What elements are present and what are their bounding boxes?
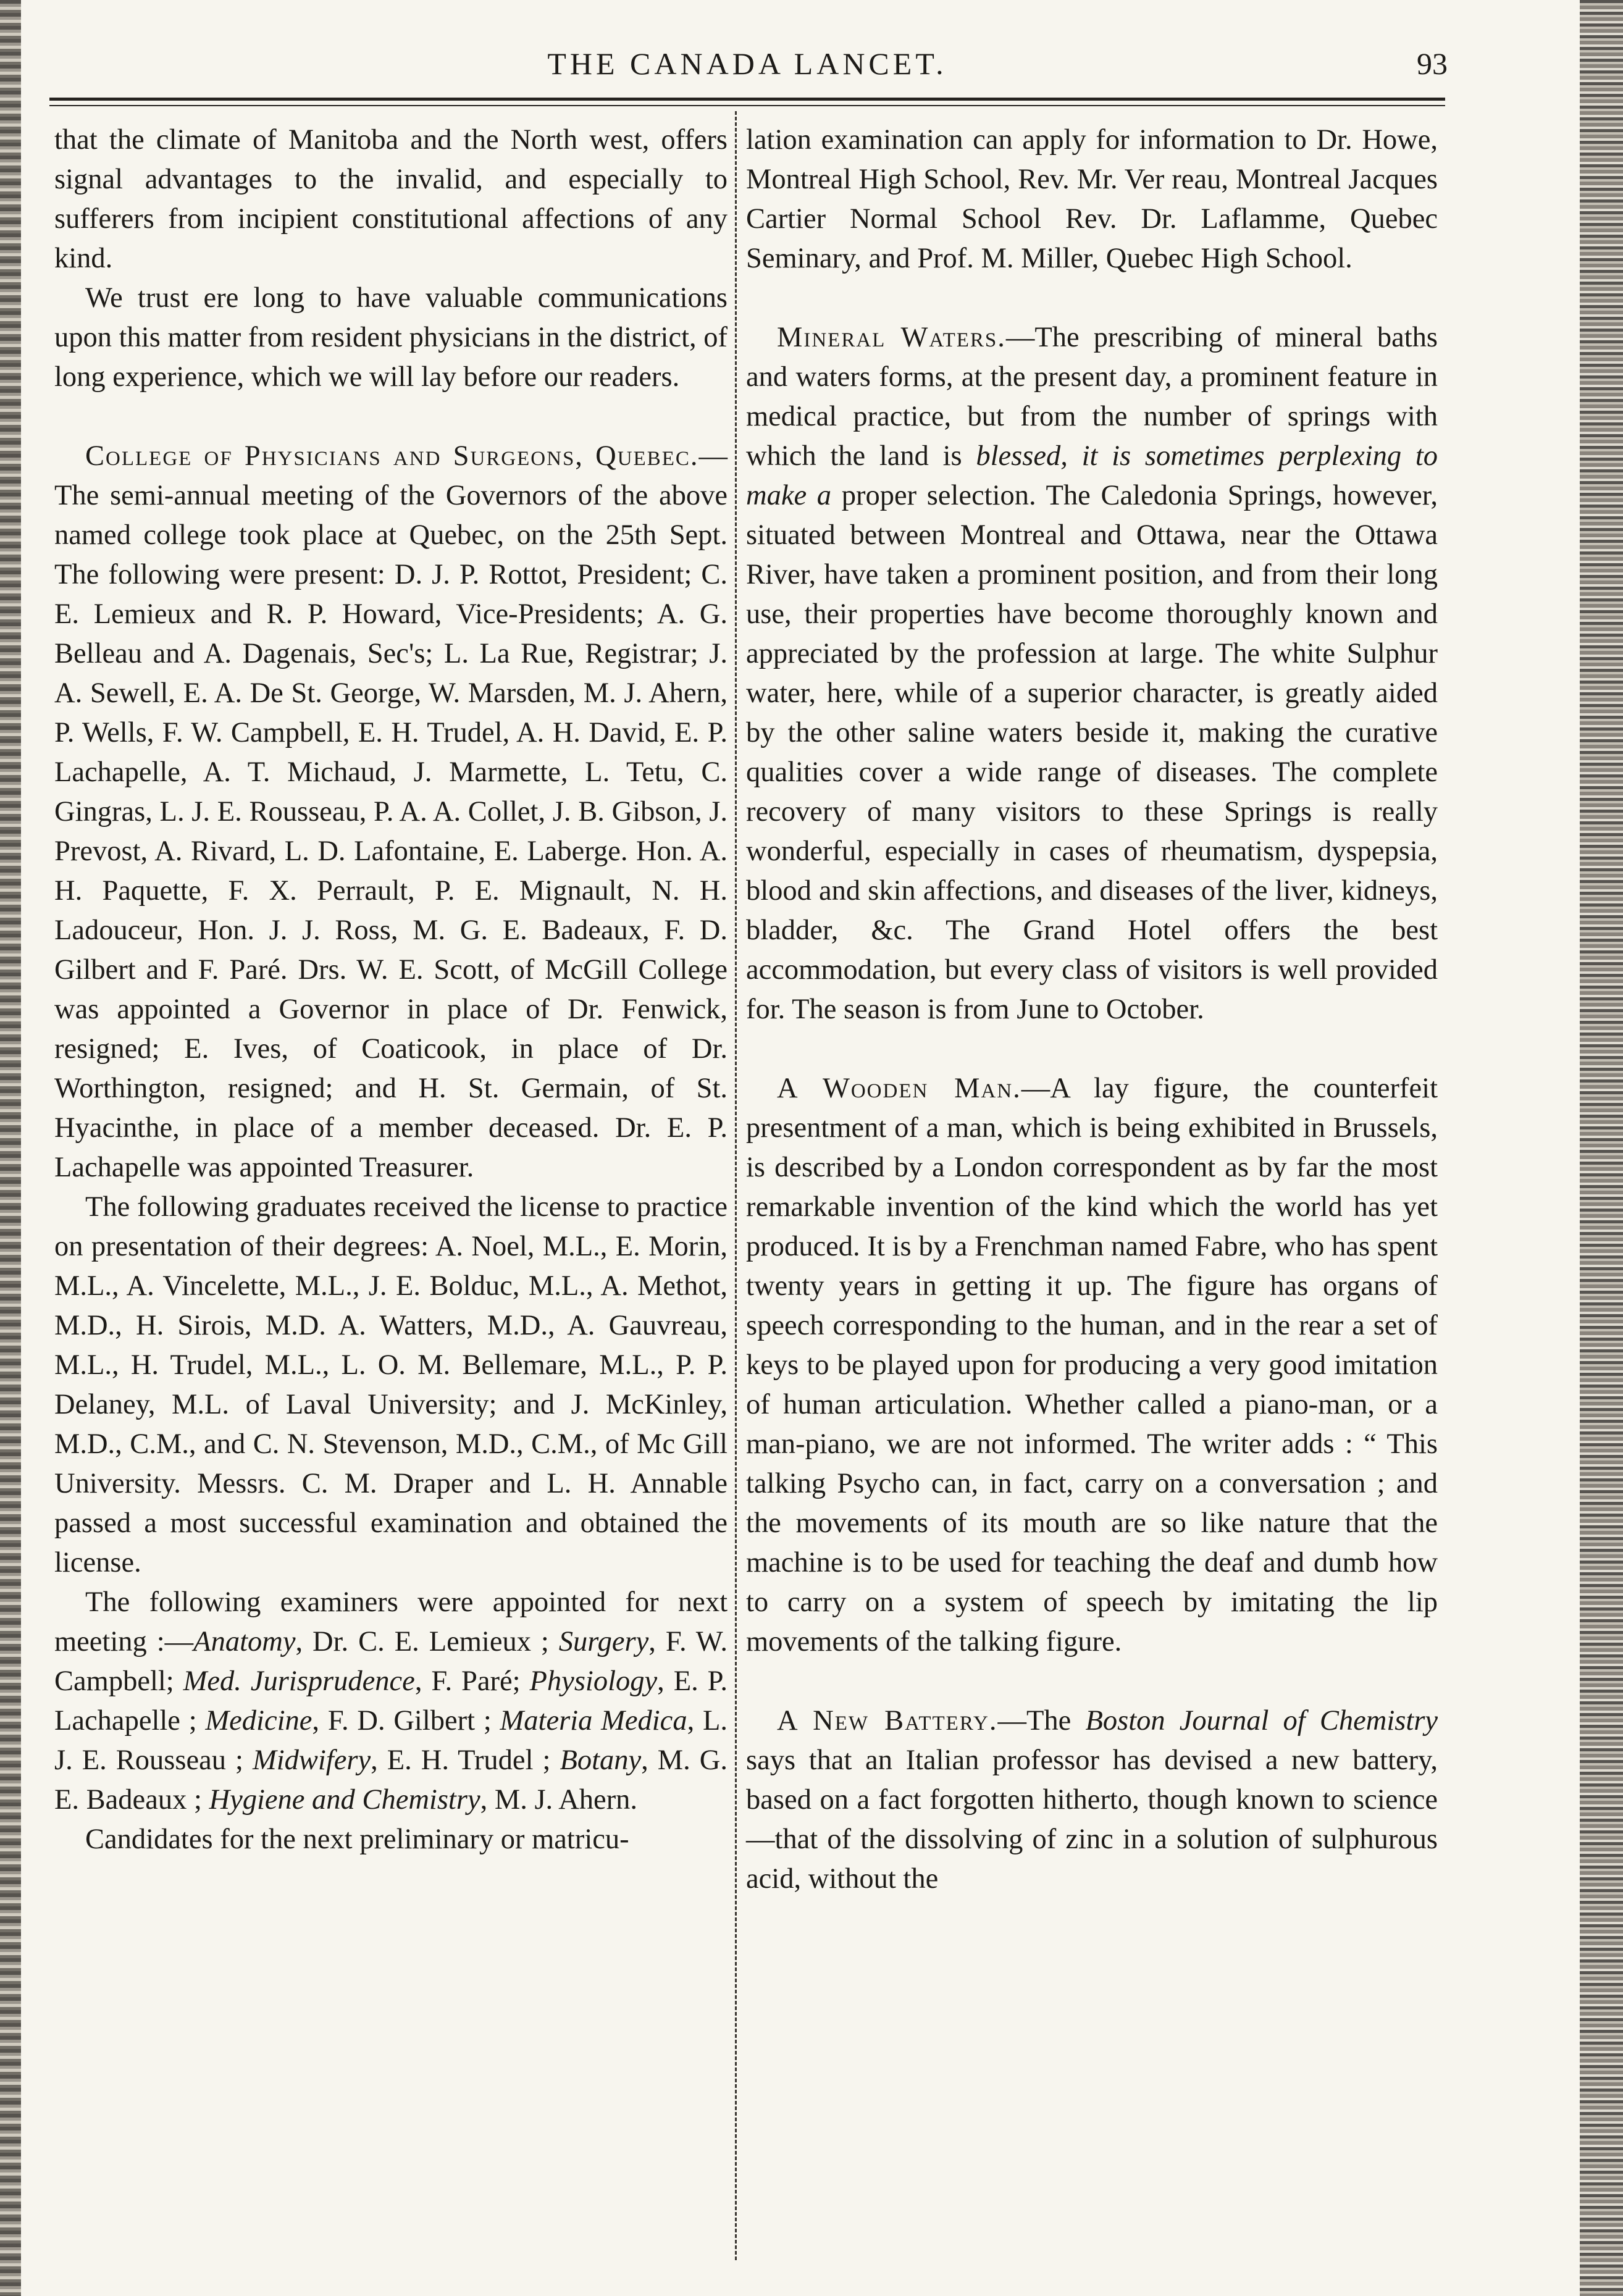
examiners-text: , E. H. Trudel ; <box>371 1745 560 1776</box>
examiners-text: , E. P. Lachapelle ; <box>54 1665 728 1737</box>
journal-title: Boston Journal of Chemistry <box>1085 1705 1438 1737</box>
manitoba-continuation: that the climate of Manitoba and the North west, offers signal advantages to the invalid, and especially to sufferers from incipient constitutional affections of any kind. <box>54 124 728 274</box>
left-column <box>54 120 728 2257</box>
subject-med-jurisprudence: Med. Jurisprudence <box>183 1665 415 1697</box>
graduates-paragraph: The following graduates received the license to practice on presentation of their degrees: A. Noel, M.L., E. Morin, M.L., A. Vincelette, M.L., J. E. Bolduc, M.L., A. Methot, M.D., H. Sirois, M.D. A. Watters, M.D., A. Gauvreau, M.L., H. Trudel, M.L., L. O. M. Bellemare, M.L., P. P. Delaney, M.L. of Laval University; and J. McKinley, M.D., C.M., and C. N. Stevenson, M.D., C.M., of Mc Gill University. Messrs. C. M. Draper and L. H. Annable passed a most successful examination and obtained the license. <box>54 1191 728 1578</box>
new-battery-heading: A New Battery. <box>777 1705 998 1737</box>
header-rule-thin <box>49 105 1445 106</box>
examiners-text: , F. D. Gilbert ; <box>312 1705 500 1737</box>
mineral-waters-italic: blessed, it is sometimes perplexing to make a <box>746 440 1438 511</box>
header-rule-thick <box>49 98 1445 101</box>
examiners-text: , M. G. E. Badeaux ; <box>54 1745 728 1816</box>
college-physicians-paragraph <box>54 437 728 1188</box>
page-header <box>49 43 1448 99</box>
mineral-waters-paragraph <box>746 318 1438 1029</box>
examiners-text: , M. J. Ahern. <box>480 1784 638 1816</box>
subject-botany: Botany <box>560 1745 642 1776</box>
subject-anatomy: Anatomy <box>193 1626 296 1657</box>
scan-edge-right <box>1580 0 1623 2296</box>
new-battery-body: —The <box>997 1705 1086 1737</box>
examiners-text: , Dr. C. E. Lemieux ; <box>295 1626 559 1657</box>
page-number: 93 <box>1417 46 1448 81</box>
scan-edge-left <box>0 0 21 2296</box>
mineral-waters-body-cont: proper selection. The Caledonia Springs, however, situated between Montreal and Ottawa, near the Ottawa River, have taken a prominent position, and from their long use, their properties have become thoroughly known and appreciated by the profession at large. The white Sulphur water, here, while of a superior character, is greatly aided by the other saline waters beside it, making the curative qualities cover a wide range of diseases. The complete recovery of many visitors to these Springs is really wonderful, especially in cases of rheumatism, dyspepsia, blood and skin affections, and diseases of the liver, kidneys, bladder, &c. The Grand Hotel offers the best accommodation, but every class of visitors is well provided for. The season is from June to October. <box>746 480 1438 1025</box>
wooden-man-heading: A Wooden Man. <box>777 1073 1021 1104</box>
examiners-text: , F. W. Campbell; <box>54 1626 728 1697</box>
mineral-waters-body: —The prescribing of mineral baths and waters forms, at the present day, a prominent feature in medical practice, but from the number of springs with which the land is <box>746 322 1438 472</box>
subject-medicine: Medicine <box>205 1705 312 1737</box>
college-physicians-heading: College of Physicians and Surgeons, Quebec. <box>85 440 699 472</box>
new-battery-body-cont: says that an Italian professor has devised a new battery, based on a fact forgotten hitherto, though known to science—that of the dissolving of zinc in a solution of sulphurous acid, without the <box>746 1745 1438 1895</box>
examiners-text: , L. J. E. Rousseau ; <box>54 1705 728 1776</box>
examiners-paragraph <box>54 1583 728 1820</box>
subject-materia-medica: Materia Medica <box>500 1705 687 1737</box>
communications-paragraph: We trust ere long to have valuable communications upon this matter from resident physicians in the district, of long experience, which we will lay before our readers. <box>54 282 728 393</box>
running-title: THE CANADA LANCET. <box>547 46 947 81</box>
new-battery-paragraph <box>746 1701 1438 1899</box>
examiners-text: The following examiners were appointed for next meeting :— <box>54 1586 728 1657</box>
matriculation-continuation: lation examination can apply for information to Dr. Howe, Montreal High School, Rev. Mr. Ver reau, Montreal Jacques Cartier Normal School Rev. Dr. Laflamme, Quebec Seminary, and Prof. M. Miller, Quebec High School. <box>746 124 1438 274</box>
subject-hygiene-chemistry: Hygiene and Chemistry <box>209 1784 480 1816</box>
wooden-man-body: —A lay figure, the counterfeit presentment of a man, which is being exhibited in Brussels, is described by a London correspondent as by far the most remarkable invention of the kind which the world has yet produced. It is by a Frenchman named Fabre, who has spent twenty years in getting it up. The figure has organs of speech corresponding to the human, and in the rear a set of keys to be played upon for producing a very good imitation of human articulation. Whether called a piano-man, or a man-piano, we are not informed. The writer adds : “ This talking Psycho can, in fact, carry on a conversation ; and the movements of its mouth are so like nature that the machine is to be used for teaching the deaf and dumb how to carry on a system of speech by imitating the lip movements of the talking figure. <box>746 1073 1438 1657</box>
wooden-man-paragraph <box>746 1069 1438 1662</box>
mineral-waters-heading: Mineral Waters. <box>777 322 1006 353</box>
subject-physiology: Physiology <box>529 1665 658 1697</box>
right-column <box>746 120 1438 2257</box>
subject-surgery: Surgery <box>558 1626 649 1657</box>
examiners-text: , F. Paré; <box>414 1665 530 1697</box>
college-physicians-body: —The semi-annual meeting of the Governors of the above named college took place at Quebec, on the 25th Sept. The following were present: D. J. P. Rottot, President; C. E. Lemieux and R. P. Howard, Vice-Presidents; A. G. Belleau and A. Dagenais, Sec's; L. La Rue, Registrar; J. A. Sewell, E. A. De St. George, W. Marsden, M. J. Ahern, P. Wells, F. W. Campbell, E. H. Trudel, A. H. David, E. P. Lachapelle, A. T. Michaud, J. Marmette, L. Tetu, C. Gingras, L. J. E. Rousseau, P. A. A. Collet, J. B. Gibson, J. Prevost, A. Rivard, L. D. Lafontaine, E. Laberge. Hon. A. H. Paquette, F. X. Perrault, P. E. Mignault, N. H. Ladouceur, Hon. J. J. Ross, M. G. E. Badeaux, F. D. Gilbert and F. Paré. Drs. W. E. Scott, of McGill College was appointed a Governor in place of Dr. Fenwick, resigned; E. Ives, of Coaticook, in place of Dr. Worthington, resigned; and H. St. Germain, of St. Hyacinthe, in place of a member deceased. Dr. E. P. Lachapelle was appointed Treasurer. <box>54 440 728 1183</box>
column-divider <box>735 111 737 2260</box>
candidates-paragraph: Candidates for the next preliminary or matricu- <box>85 1824 629 1855</box>
subject-midwifery: Midwifery <box>252 1745 371 1776</box>
